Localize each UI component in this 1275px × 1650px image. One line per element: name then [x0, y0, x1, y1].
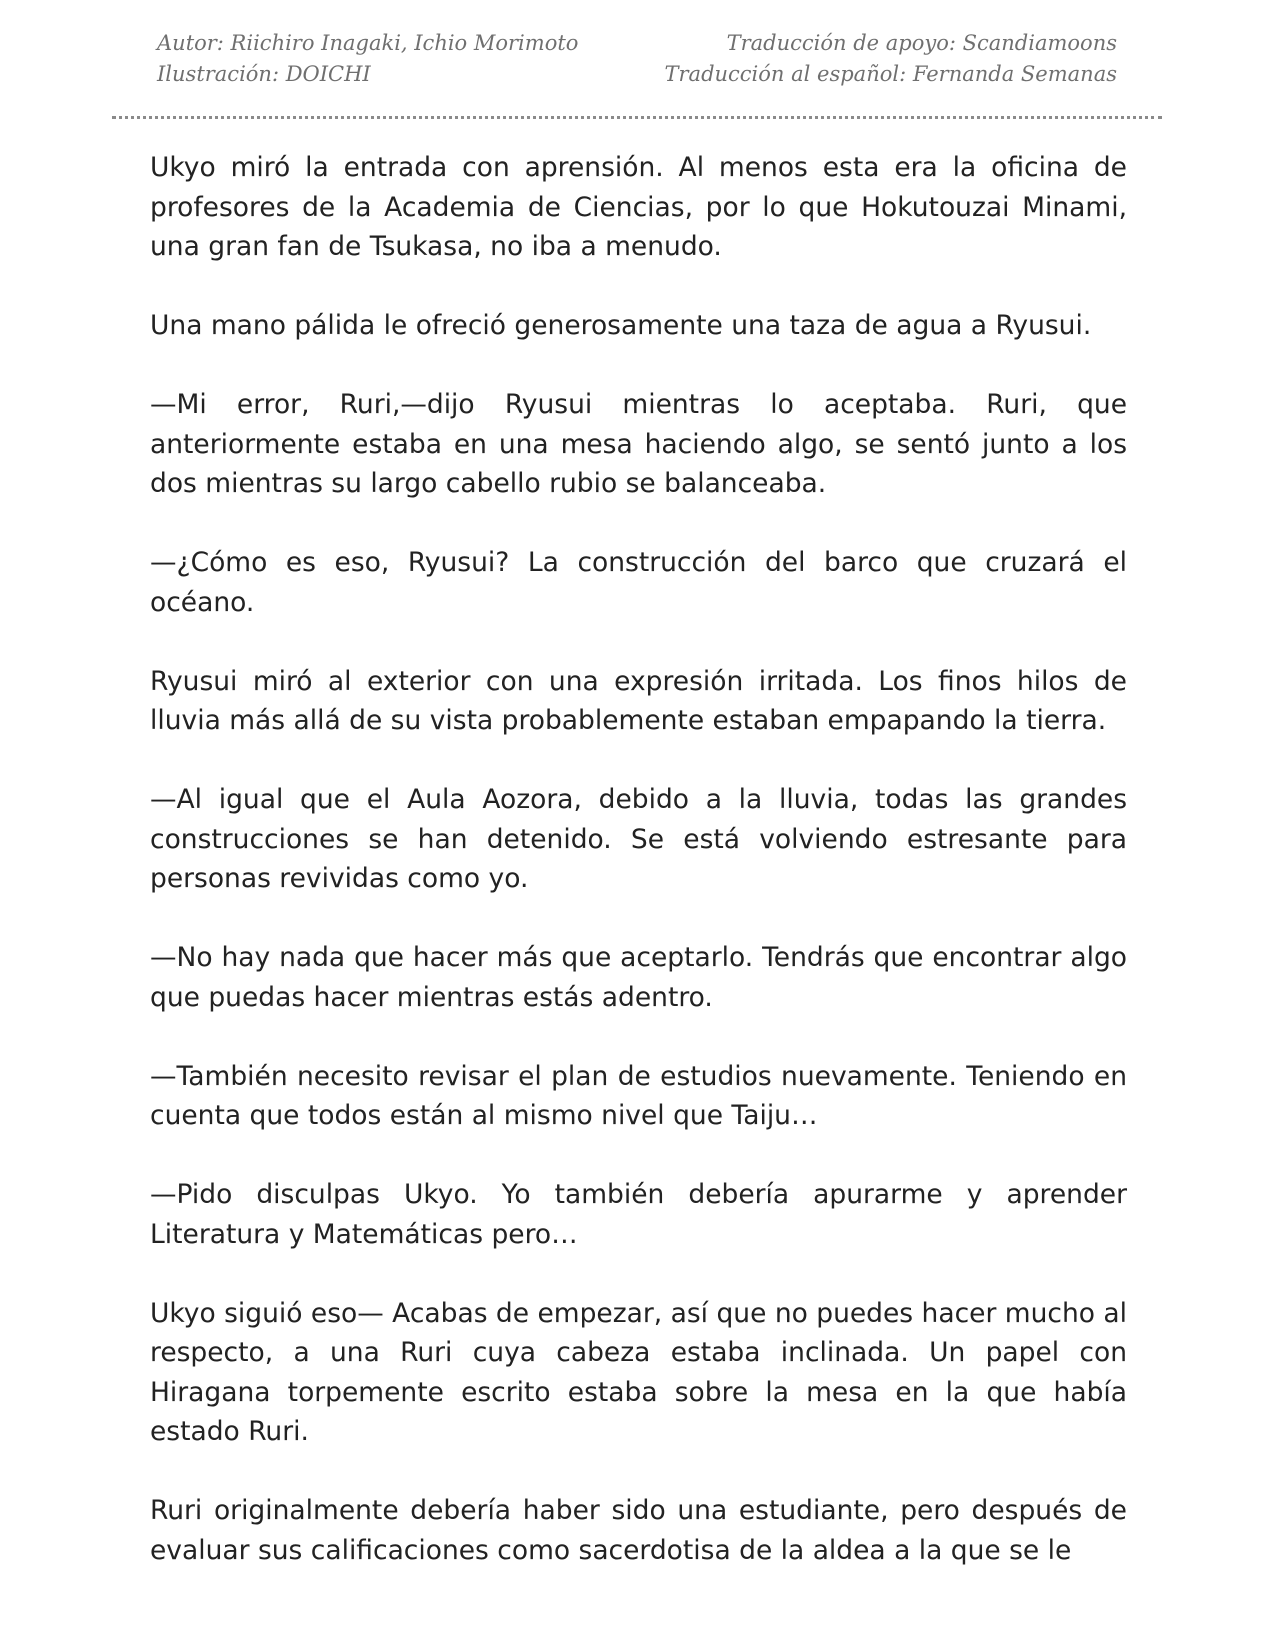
support-translation-credit: Traducción de apoyo: Scandiamoons — [726, 31, 1117, 55]
author-credit: Autor: Riichiro Inagaki, Ichio Morimoto — [157, 31, 579, 55]
paragraph: —Pido disculpas Ukyo. Yo también debería apurarme y aprender Literatura y Matemáticas pero… — [150, 1179, 1127, 1250]
paragraph: —Al igual que el Aula Aozora, debido a la lluvia, todas las grandes construcciones se han detenido. Se está volviendo estresante para personas revividas como yo. — [150, 784, 1127, 894]
paragraph: —¿Cómo es eso, Ryusui? La construcción del barco que cruzará el océano. — [150, 547, 1127, 618]
paragraph: Una mano pálida le ofreció generosamente una taza de agua a Ryusui. — [150, 310, 1092, 341]
paragraph: Ukyo miró la entrada con aprensión. Al menos esta era la oficina de profesores de la Academia de Ciencias, por lo que Hokutouzai Minami, una gran fan de Tsukasa, no iba a menudo. — [150, 152, 1127, 262]
page-header — [157, 28, 1117, 98]
body-text — [150, 148, 1127, 1570]
paragraph: —No hay nada que hacer más que aceptarlo. Tendrás que encontrar algo que puedas hacer mientras estás adentro. — [150, 942, 1127, 1013]
paragraph: —También necesito revisar el plan de estudios nuevamente. Teniendo en cuenta que todos están al mismo nivel que Taiju… — [150, 1060, 1127, 1131]
paragraph: Ruri originalmente debería haber sido una estudiante, pero después de evaluar sus calificaciones como sacerdotisa de la aldea a la que se le — [150, 1495, 1127, 1566]
header-credits-left — [157, 28, 578, 90]
header-divider — [112, 116, 1162, 119]
header-credits-right — [665, 28, 1118, 90]
illustration-credit: Ilustración: DOICHI — [157, 62, 371, 86]
paragraph: —Mi error, Ruri,—dijo Ryusui mientras lo aceptaba. Ruri, que anteriormente estaba en una mesa haciendo algo, se sentó junto a los dos mientras su largo cabello rubio se balanceaba. — [150, 389, 1127, 499]
paragraph: Ryusui miró al exterior con una expresión irritada. Los finos hilos de lluvia más allá de su vista probablemente estaban empapando la tierra. — [150, 665, 1127, 736]
spanish-translation-credit: Traducción al español: Fernanda Semanas — [664, 62, 1117, 86]
paragraph: Ukyo siguió eso— Acabas de empezar, así que no puedes hacer mucho al respecto, a una Ruri cuya cabeza estaba inclinada. Un papel con Hiragana torpemente escrito estaba sobre la mesa en la que había estado Ruri. — [150, 1297, 1127, 1447]
